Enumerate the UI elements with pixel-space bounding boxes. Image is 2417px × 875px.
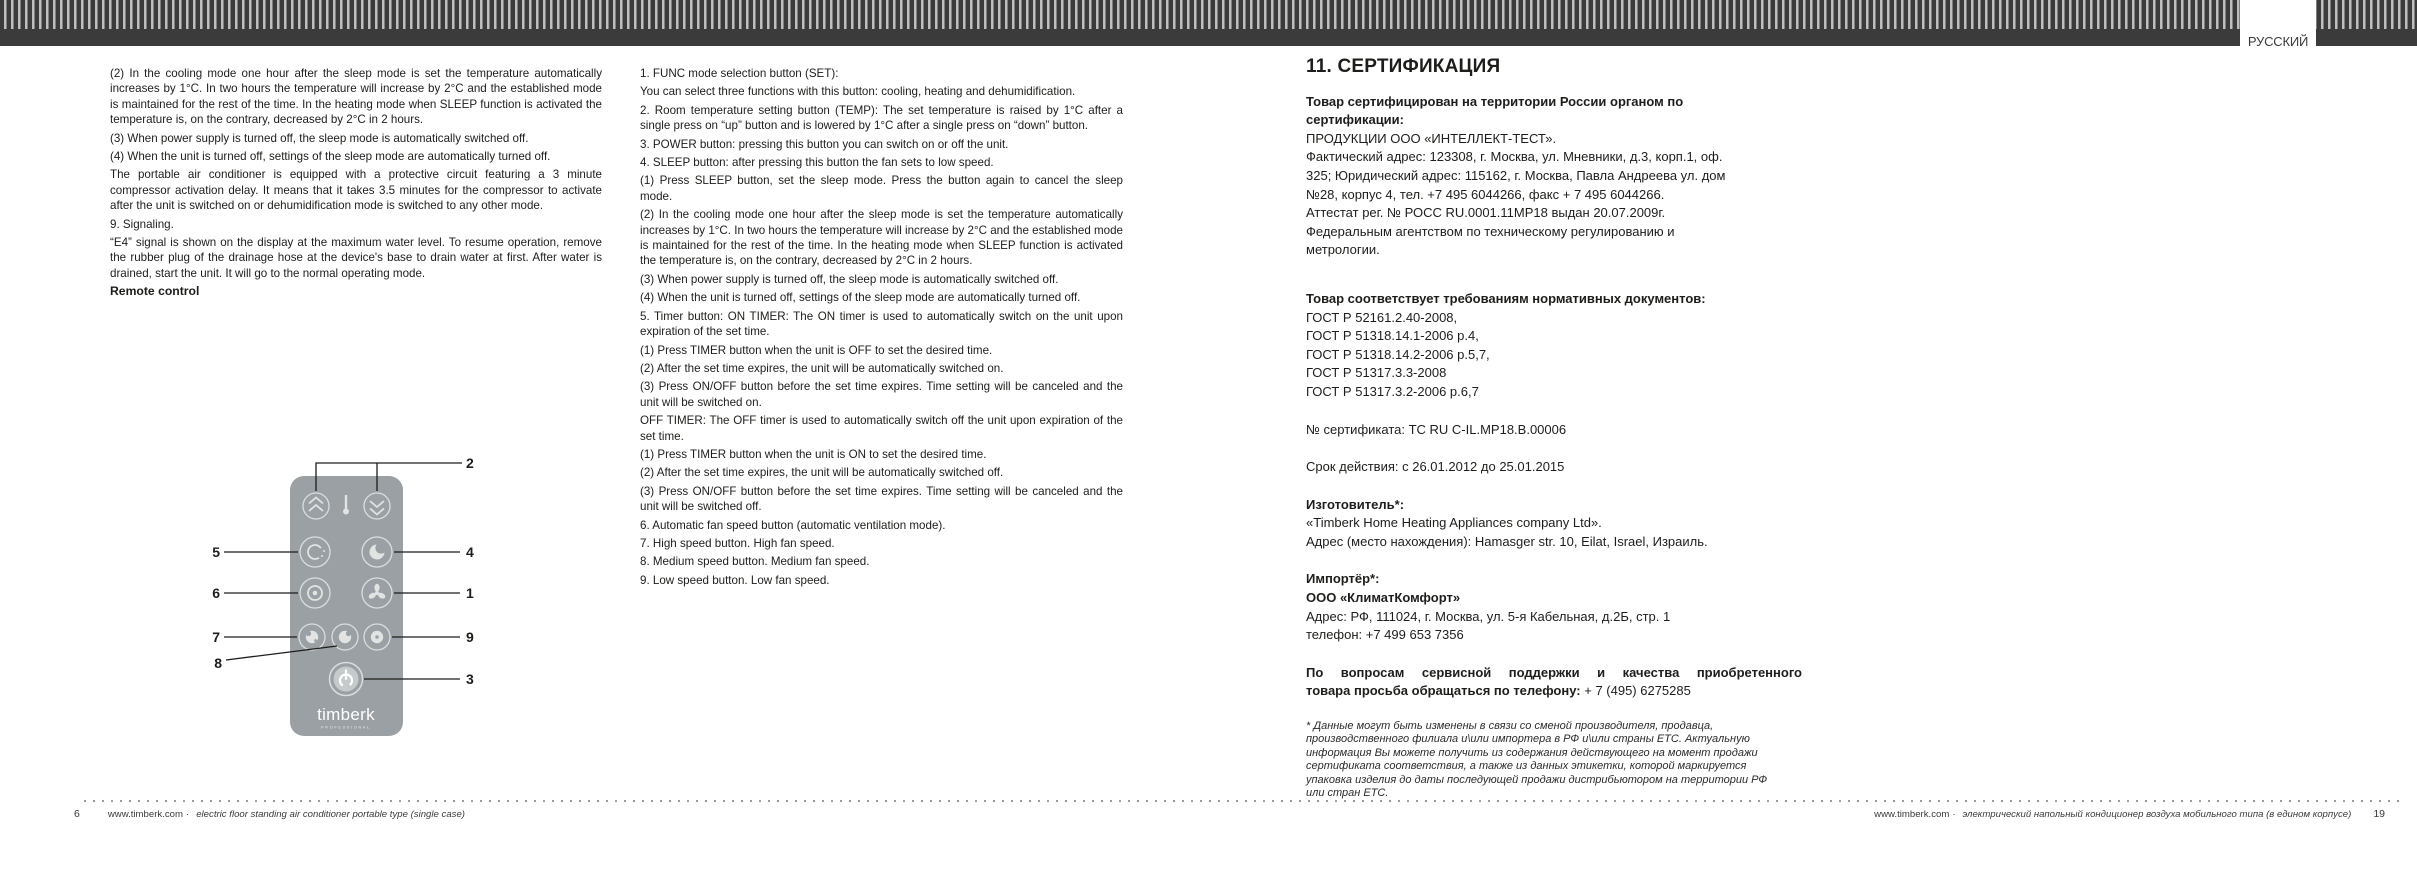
paragraph: (2) After the set time expires, the unit will be automatically switched on. (640, 361, 1004, 375)
paragraph: (1) Press SLEEP button, set the sleep mode. Press the button again to cancel the sleep mode. (640, 174, 1123, 203)
text-line: №28, корпус 4, тел. +7 495 6044266, факс + 7 495 6044266. (1306, 186, 1665, 202)
footer-separator: · (186, 809, 190, 820)
footer-site-right: www.timberk.com (1874, 809, 1950, 820)
top-binding-bar (0, 0, 2417, 48)
paragraph: 7. High speed button. High fan speed. (640, 536, 835, 550)
text-line: сертификации: (1306, 112, 1404, 128)
callout-7: 7 (212, 629, 220, 645)
paragraph: (1) Press TIMER button when the unit is OFF to set the desired time. (640, 343, 993, 357)
callout-3: 3 (466, 671, 474, 687)
certification-column (1306, 58, 1802, 800)
text-line: Товар соответствует требованиям нормативных документов: (1306, 290, 1706, 306)
paragraph: “E4” signal is shown on the display at the maximum water level. To resume operation, remove the rubber plug of the drainage hose at the device's base to drain water at first. After water is drained, start the unit. It will go to the normal operating mode. (110, 236, 602, 280)
footer-separator: · (1952, 809, 1956, 820)
text-line: телефон: +7 499 653 7356 (1306, 627, 1464, 643)
validity-period: Срок действия: с 26.01.2012 до 25.01.2015 (1306, 459, 1565, 475)
remote-control-heading: Remote control (110, 284, 200, 299)
callout-9: 9 (466, 629, 474, 645)
paragraph: (3) When power supply is turned off, the sleep mode is automatically switched off. (640, 272, 1059, 286)
footer-right (1874, 808, 2385, 820)
paragraph: (2) In the cooling mode one hour after the sleep mode is set the temperature automatically increases by 1°C. In two hours the temperature will increase by 2°C and the established mode is maintained for the rest of the time. In the heating mode when SLEEP function is activated the temperature is, on the contrary, decreased by 2°C in 2 hours. (110, 67, 602, 127)
callout-6: 6 (212, 585, 220, 601)
manufacturer-label: Изготовитель*: (1306, 496, 1405, 512)
paragraph: (3) When power supply is turned off, the sleep mode is automatically switched off. (110, 131, 529, 145)
callout-1: 1 (466, 585, 474, 601)
page-number-left: 6 (74, 808, 80, 820)
text-line: Адрес (место нахождения): Hamasger str. 10, Eilat, Israel, Израиль. (1306, 533, 1708, 549)
text-line: Адрес: РФ, 111024, г. Москва, ул. 5-я Кабельная, д.2Б, стр. 1 (1306, 608, 1671, 624)
footer-left (74, 808, 465, 820)
callout-4: 4 (466, 544, 474, 560)
paragraph: OFF TIMER: The OFF timer is used to automatically switch off the unit upon expiration of the set time. (640, 414, 1123, 443)
paragraph: (4) When the unit is turned off, settings of the sleep mode are automatically turned off. (110, 150, 551, 164)
callout-8: 8 (214, 655, 222, 671)
paragraph: (4) When the unit is turned off, settings of the sleep mode are automatically turned off. (640, 291, 1081, 305)
paragraph: 5. Timer button: ON TIMER: The ON timer is used to automatically switch on the unit upon expiration of the set time. (640, 309, 1123, 339)
paragraph: 1. FUNC mode selection button (SET): (640, 67, 839, 80)
paragraph: You can select three functions with this button: cooling, heating and dehumidification. (640, 85, 1076, 99)
power-button (330, 663, 363, 696)
page-number-right: 19 (2373, 808, 2385, 820)
section-heading: 11. СЕРТИФИКАЦИЯ (1306, 56, 1501, 77)
importer-label: Импортёр*: (1306, 571, 1380, 587)
paragraph: 8. Medium speed button. Medium fan speed. (640, 555, 870, 569)
gost-section (1306, 290, 1802, 402)
text-line: метрологии. (1306, 242, 1380, 258)
text-line: ГОСТ Р 51317.3.3-2008 (1306, 365, 1447, 381)
paragraph: (3) Press ON/OFF button before the set time expires. Time setting will be canceled and the unit will be switched on. (640, 380, 1123, 409)
language-tab (2240, 0, 2316, 50)
support-phone: + 7 (495) 6275285 (1580, 683, 1691, 699)
footer-site-left: www.timberk.com (107, 809, 184, 820)
remote-control-figure (140, 440, 500, 760)
paragraph: 4. SLEEP button: after pressing this button the fan sets to low speed. (640, 156, 994, 170)
paragraph: 6. Automatic fan speed button (automatic ventilation mode). (640, 518, 946, 532)
support-label: товара просьба обращаться по телефону: (1306, 683, 1581, 699)
text-line: Товар сертифицирован на территории России органом по (1306, 93, 1684, 109)
footer-description-right: электрический напольный кондиционер воздуха мобильного типа (в едином корпусе) (1962, 809, 2352, 820)
text-line: ГОСТ Р 51318.14.1-2006 р.4, (1306, 328, 1479, 344)
certified-by-section (1306, 93, 1802, 260)
text-line (1306, 682, 1802, 701)
text-line: ГОСТ Р 51318.14.2-2006 р.5,7, (1306, 346, 1490, 362)
paragraph: The portable air conditioner is equipped with a protective circuit featuring a 3 minute compressor activation delay. It means that it takes 3.5 minutes for the compressor to activate after the unit is switched on or dehumidification mode is switched to any other mode. (110, 168, 602, 213)
text-line: ГОСТ Р 52161.2.40-2008, (1306, 309, 1458, 325)
paragraph: (3) Press ON/OFF button before the set time expires. Time setting will be canceled and the unit will be switched off. (640, 484, 1123, 514)
paragraph: 9. Low speed button. Low fan speed. (640, 573, 830, 587)
low-speed-icon (371, 631, 383, 643)
importer-name: ООО «КлиматКомфорт» (1306, 590, 1461, 606)
text-line: По вопросам сервисной поддержки и качества приобретенного (1306, 664, 1802, 680)
callout-5: 5 (212, 544, 220, 560)
manufacturer-section (1306, 496, 1802, 552)
text-line: «Timberk Home Heating Appliances company Ltd». (1306, 515, 1602, 531)
importer-section (1306, 570, 1802, 644)
text-line: Федеральным агентством по техническому регулированию и (1306, 223, 1675, 239)
paragraph: (2) After the set time expires, the unit will be automatically switched off. (640, 466, 1004, 480)
text-line: Фактический адрес: 123308, г. Москва, ул. Мневники, д.3, корп.1, оф. (1306, 149, 1723, 165)
text-line: ГОСТ Р 51317.3.2-2006 р.6,7 (1306, 383, 1479, 399)
left-column (110, 66, 602, 303)
footer-description-left: electric floor standing air conditioner portable type (single case) (196, 809, 465, 820)
paragraph: 3. POWER button: pressing this button you can switch on or off the unit. (640, 137, 1009, 151)
paragraph: 2. Room temperature setting button (TEMP): The set temperature is raised by 1°C after a single press on “up” button and is lowered by 1°C after a single press on “down” button. (640, 103, 1123, 133)
language-tab-label: РУССКИЙ (2247, 34, 2309, 49)
middle-column (640, 66, 1123, 591)
medium-speed-icon (339, 631, 351, 643)
stripe-pattern (0, 0, 2417, 29)
footer-dotted-divider (84, 800, 2400, 802)
certificate-number: № сертификата: TC RU C-IL.МР18.В.00006 (1306, 421, 1567, 437)
footnote: * Данные могут быть изменены в связи со сменой производителя, продавца, производственного филиала и\или импортера в РФ и\или страны ЕТС. Актуальную информация Вы можете получить из содержания действующего на момент продажи сертификата соответствия, а также из данных этикетки, которой маркируется упаковка изделия до даты последующей продажи дистрибьютором на территории РФ или стран ЕТС. (1306, 720, 1768, 800)
timberk-logo: timberk (317, 705, 375, 724)
callout-2: 2 (466, 455, 474, 471)
paragraph: (1) Press TIMER button when the unit is ON to set the desired time. (640, 447, 987, 461)
text-line: 325; Юридический адрес: 115162, г. Москва, Павла Андреева ул. дом (1306, 167, 1726, 183)
high-speed-icon (306, 631, 318, 643)
support-section (1306, 664, 1802, 701)
text-line: Аттестат рег. № РОСС RU.0001.11МР18 выдан 20.07.2009г. (1306, 205, 1666, 221)
paragraph: 9. Signaling. (110, 217, 174, 231)
dark-band (0, 29, 2417, 46)
text-line: ПРОДУКЦИИ ООО «ИНТЕЛЛЕКТ-ТЕСТ». (1306, 130, 1557, 146)
paragraph: (2) In the cooling mode one hour after the sleep mode is set the temperature automatically increases by 1°C. In two hours the temperature will increase by 2°C and the established mode is maintained for the rest of the time. In the heating mode when SLEEP function is activated the temperature is, on the contrary, decreased by 2°C in 2 hours. (640, 208, 1123, 268)
timberk-logo-subtext: PROFESSIONAL (321, 725, 371, 730)
